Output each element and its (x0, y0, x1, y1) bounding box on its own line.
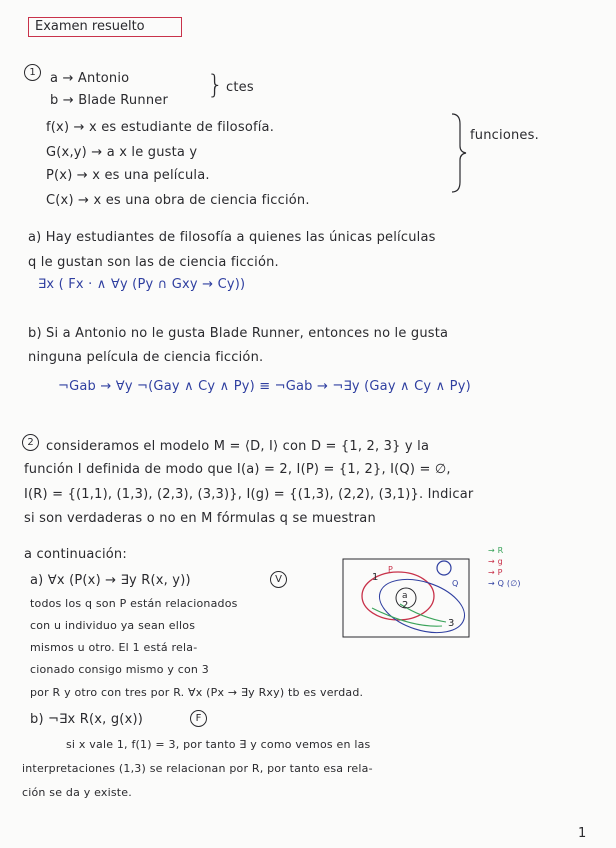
exercise-1-number: 1 (24, 64, 41, 81)
ex2-a-text-3: mismos u otro. El 1 está rela- (30, 641, 198, 654)
ex1-a-line1: a) Hay estudiantes de filosofía a quienes las únicas películas (28, 230, 436, 245)
functions-label: funciones. (470, 128, 539, 143)
ex2-b-text-3: ción se da y existe. (22, 786, 132, 799)
set-p-label: P (388, 565, 393, 574)
ex2-b-formula: b) ¬∃x R(x, g(x)) (30, 712, 144, 727)
ex2-a-text-2: con u individuo ya sean ellos (30, 619, 196, 632)
ex2-line-3: I(R) = {(1,1), (1,3), (2,3), (3,3)}, I(g) = {(1,3), (2,2), (3,1)}. Indicar (24, 487, 474, 502)
function-g: G(x,y) → a x le gusta y (46, 145, 198, 160)
function-p: P(x) → x es una película. (46, 168, 210, 183)
legend-g: → g (488, 557, 503, 566)
ex2-a-verdict: V (270, 571, 287, 588)
constants-label: ctes (226, 80, 254, 95)
exercise-2-number: 2 (22, 434, 39, 451)
title-box (28, 17, 182, 37)
ex1-b-formula: ¬Gab → ∀y ¬(Gay ∧ Cy ∧ Py) ≡ ¬Gab → ¬∃y (Gay ∧ Cy ∧ Py) (58, 379, 471, 394)
element-2: 2 (402, 600, 409, 611)
legend-q: → Q (∅) (488, 579, 521, 588)
ex2-b-text-1: si x vale 1, f(1) = 3, por tanto ∃ y como vemos en las (66, 738, 371, 751)
functions-brace (450, 112, 470, 194)
ex2-b-text-2: interpretaciones (1,3) se relacionan por R, por tanto esa rela- (22, 762, 373, 775)
page-title: Examen resuelto (35, 19, 145, 34)
element-1: 1 (372, 572, 379, 583)
function-f: f(x) → x es estudiante de filosofía. (46, 120, 275, 135)
constant-a: a → Antonio (50, 71, 130, 86)
ex1-b-line2: ninguna película de ciencia ficción. (28, 350, 264, 365)
ex2-line-2: función I definida de modo que I(a) = 2, I(P) = {1, 2}, I(Q) = ∅, (24, 462, 451, 477)
ex1-a-formula: ∃x ( Fx · ∧ ∀y (Py ∩ Gxy → Cy)) (38, 277, 246, 292)
ex1-b-line1: b) Si a Antonio no le gusta Blade Runner, entonces no le gusta (28, 326, 449, 341)
constant-a-label: a (402, 591, 408, 601)
ex2-line-5: a continuación: (24, 547, 127, 562)
ex2-a-text-4: cionado consigo mismo y con 3 (30, 663, 209, 676)
ex1-a-line2: q le gustan son las de ciencia ficción. (28, 255, 279, 270)
legend-r: → R (488, 546, 504, 555)
constant-b: b → Blade Runner (50, 93, 168, 108)
element-3: 3 (448, 618, 455, 629)
set-q-circle (437, 561, 451, 575)
ex2-a-text-5: por R y otro con tres por R. ∀x (Px → ∃y Rxy) tb es verdad. (30, 686, 364, 699)
ex2-line-1: consideramos el modelo M = ⟨D, I⟩ con D = {1, 2, 3} y la (46, 439, 430, 454)
ex2-line-4: si son verdaderas o no en M fórmulas q se muestran (24, 511, 376, 526)
legend-p: → P (488, 568, 503, 577)
page-number: 1 (578, 826, 587, 841)
constants-brace: } (207, 70, 224, 100)
set-q-label: Q (452, 579, 459, 588)
function-c: C(x) → x es una obra de ciencia ficción. (46, 193, 310, 208)
ex2-a-text-1: todos los q son P están relacionados (30, 597, 238, 610)
ex2-b-verdict: F (190, 710, 207, 727)
model-diagram (342, 558, 472, 640)
ex2-a-formula: a) ∀x (P(x) → ∃y R(x, y)) (30, 573, 191, 588)
